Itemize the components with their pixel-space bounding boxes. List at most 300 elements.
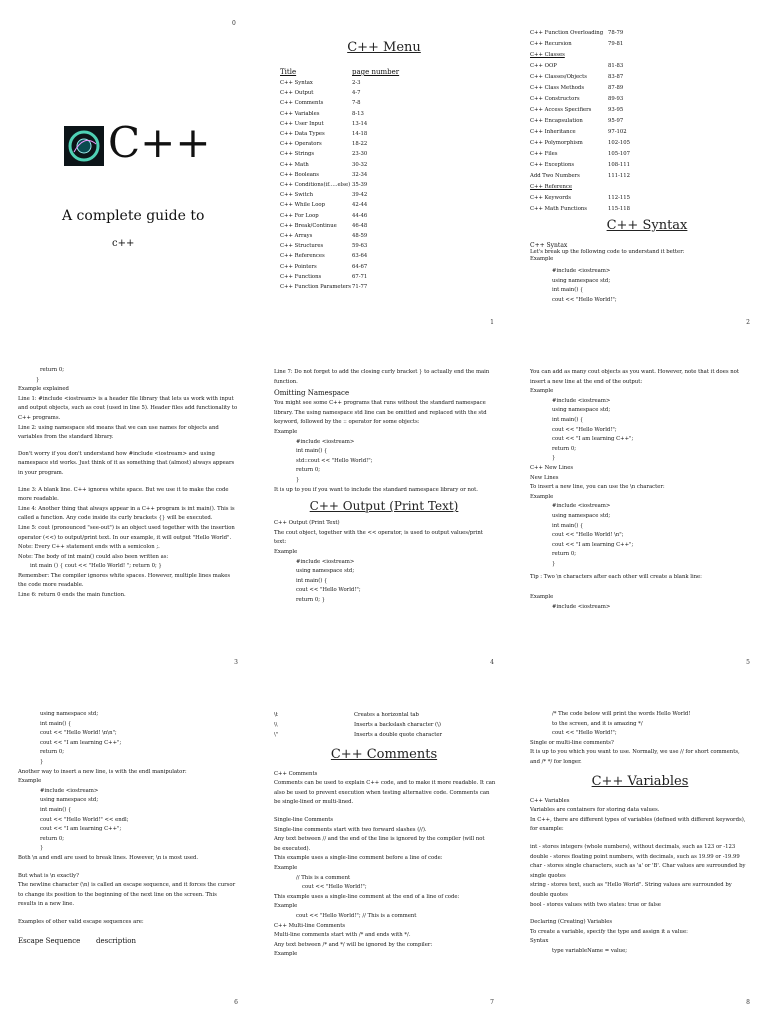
text-line: Line 7: Do not forget to add the closing curly bracket } to actually end the main xyxy=(274,369,490,375)
menu-row-pages: 42-44 xyxy=(352,202,368,209)
menu-row-pages: 87-89 xyxy=(608,85,624,91)
text-line xyxy=(530,835,750,843)
syntax-intro: Let's break up the following code to understand it better: xyxy=(530,249,685,255)
menu-row xyxy=(530,50,648,61)
menu-row-title: Add Two Numbers xyxy=(530,173,580,179)
text-line: function. xyxy=(274,378,298,385)
code-line: return 0; xyxy=(40,835,64,842)
p7-code2: cout << "Hello World!"; // This is a comment xyxy=(296,912,417,919)
page-number: 5 xyxy=(746,659,750,666)
code-line: return 0; xyxy=(552,551,576,558)
text-line: bool - stores values with two states: true or false xyxy=(530,901,661,908)
text-line: int main () { cout << "Hello World! "; return 0; } xyxy=(30,563,162,570)
menu-row xyxy=(530,72,648,83)
menu-row-title: C++ Polymorphism xyxy=(530,140,583,146)
menu-row-title: C++ Conditions(if.....else) xyxy=(280,182,351,189)
menu-row-title: C++ Constructors xyxy=(530,96,580,102)
menu-row xyxy=(280,160,412,170)
menu-row-pages: 81-83 xyxy=(608,63,624,69)
menu-row xyxy=(530,193,648,204)
text-line: text: xyxy=(274,539,287,546)
menu-row-title: C++ Inheritance xyxy=(530,129,576,135)
menu-row-title: C++ Functions xyxy=(280,273,322,280)
code-line: int main() { xyxy=(40,806,72,813)
menu-row-title: C++ Class Methods xyxy=(530,85,585,91)
code-line: using namespace std; xyxy=(40,797,99,804)
page-3 xyxy=(0,340,256,680)
text-line: Any text between // and the end of the line is ignored by the compiler (will not xyxy=(274,836,485,843)
menu-row xyxy=(530,105,648,116)
p8-syntax: type variableName = value; xyxy=(552,947,628,954)
code-line: #include <iostream> xyxy=(296,438,355,445)
code-line: int main() { xyxy=(296,448,328,455)
example-label: Example xyxy=(530,256,554,262)
code-line: cout << "Hello World! \n\n"; xyxy=(40,730,117,737)
text-line: namespace std works. Just think of it as something that (almost) always appears xyxy=(18,460,235,467)
code-line: int main() { xyxy=(552,522,584,529)
page-number: 7 xyxy=(490,999,494,1006)
syntax-heading: C++ Syntax xyxy=(606,218,688,233)
menu-row-title: C++ Keywords xyxy=(530,195,571,201)
text-line: single quotes xyxy=(530,872,566,879)
menu-row-title: C++ Math Functions xyxy=(530,206,588,212)
menu-row-title: C++ Operators xyxy=(280,141,322,148)
text-line: The newline character (\n) is called an escape sequence, and it forces the cursor xyxy=(18,882,236,889)
text-line: Example xyxy=(530,388,554,395)
menu-row xyxy=(280,272,412,282)
code-line: cout << "I am learning C++"; xyxy=(40,739,122,746)
menu-row-title: C++ Comments xyxy=(280,100,324,107)
menu-row xyxy=(530,160,648,171)
escape-col-2: description xyxy=(96,937,136,946)
code-line: int main() { xyxy=(40,720,72,727)
menu-row-title: C++ Data Types xyxy=(280,131,325,138)
text-line: C++ New Lines xyxy=(530,464,574,471)
menu-row-title: C++ User Input xyxy=(280,120,324,127)
code-line: cout << "Hello World!"; xyxy=(302,884,367,891)
code-line: cout << "Hello World!"; xyxy=(552,730,617,737)
output-heading: C++ Output (Print Text) xyxy=(309,499,459,514)
menu-row-pages: 4-7 xyxy=(352,90,361,97)
menu-row-pages: 59-63 xyxy=(352,243,368,250)
menu-row xyxy=(280,200,412,210)
code-line: return 0; xyxy=(296,467,320,474)
text-line: Example xyxy=(274,903,298,910)
menu-row-title: C++ Exceptions xyxy=(530,162,575,168)
code-line: using namespace std; xyxy=(552,512,611,519)
menu-row-pages: 95-97 xyxy=(608,118,624,124)
text-line: C++ programs. xyxy=(18,414,61,421)
menu-row xyxy=(280,231,412,241)
text-line xyxy=(18,864,235,872)
code-line: #include <iostream> xyxy=(552,268,611,274)
code-line: } xyxy=(40,845,44,852)
page-number: 3 xyxy=(234,659,238,666)
text-line: Single-line comments start with two forward slashes (//). xyxy=(274,826,427,833)
escape-seq: \" xyxy=(274,732,279,739)
page-6 xyxy=(0,680,256,1020)
text-line: But what is \n exactly? xyxy=(18,872,79,879)
menu-row xyxy=(280,98,412,108)
code-line: cout << "I am learning C++"; xyxy=(552,436,634,443)
menu-row xyxy=(280,180,412,190)
col-title: Title xyxy=(280,68,297,76)
menu-table xyxy=(280,66,412,292)
menu-row-pages: 18-22 xyxy=(352,141,368,148)
escape-row xyxy=(274,710,495,720)
menu-row-pages: 89-93 xyxy=(608,96,624,102)
code-line: std::cout << "Hello World!"; xyxy=(296,457,373,464)
menu-row-pages: 79-81 xyxy=(608,41,624,47)
menu-row-pages: 112-115 xyxy=(608,195,631,201)
menu-row-title: C++ Access Specifiers xyxy=(530,107,592,113)
menu-row-pages: 71-77 xyxy=(352,284,368,291)
menu-row xyxy=(530,127,648,138)
text-line xyxy=(274,808,495,816)
menu-row-pages: 48-59 xyxy=(352,233,368,240)
page-number: 6 xyxy=(234,999,238,1006)
code-line: to the screen, and it is amazing */ xyxy=(552,720,643,727)
text-line xyxy=(18,910,235,918)
menu-row-pages: 14-18 xyxy=(352,131,368,138)
page-5 xyxy=(512,340,768,680)
text-line: Single or multi-line comments? xyxy=(530,739,614,746)
menu-row-pages: 13-14 xyxy=(352,120,368,127)
escape-col-1: Escape Sequence xyxy=(18,937,81,946)
text-line: It is up to you which you want to use. Normally, we use // for short comments, xyxy=(530,749,740,756)
escape-seq: \\ xyxy=(274,722,278,729)
menu-row-title: C++ Classes xyxy=(530,52,565,58)
text-line: Multi-line comments start with /* and ends with */. xyxy=(274,932,411,939)
code-line: return 0; } xyxy=(296,596,326,603)
menu-row-title: C++ Syntax xyxy=(280,80,313,86)
text-line: and output objects, such as cout (used in line 5). Header files add functionality to xyxy=(18,405,238,412)
escape-desc: Inserts a double quote character xyxy=(354,732,443,739)
escape-row xyxy=(274,720,495,730)
menu-row xyxy=(280,251,412,261)
menu-row xyxy=(280,119,412,129)
menu-row xyxy=(530,61,648,72)
menu-row xyxy=(530,138,648,149)
text-line: Example xyxy=(274,548,298,555)
menu-row-pages: 44-46 xyxy=(352,212,368,219)
text-line: also be used to prevent execution when testing alternative code. Comments can xyxy=(274,789,490,796)
omit-heading: Omitting Namespace xyxy=(274,389,350,398)
p5-code3: #include <iostream> xyxy=(552,603,611,610)
menu-row-pages: 39-42 xyxy=(352,192,368,199)
code-line: using namespace std; xyxy=(296,568,355,575)
menu-row-title: C++ Recursion xyxy=(530,41,572,47)
menu-row-title: C++ Variables xyxy=(280,110,320,117)
text-line: Line 5: cout (pronounced "see-out") is an object used together with the insertion xyxy=(18,524,235,531)
menu-row xyxy=(280,78,412,88)
menu-row-title: C++ Switch xyxy=(280,192,313,199)
menu-row-title: C++ Booleans xyxy=(280,171,319,178)
code-line: /* The code below will print the words Hello World! xyxy=(552,711,691,717)
text-line: insert a new line at the end of the output: xyxy=(530,378,643,385)
menu-row-pages xyxy=(608,182,648,193)
menu-row xyxy=(280,282,412,292)
text-line: the code more readable. xyxy=(18,582,84,589)
menu-row-pages: 8-13 xyxy=(352,110,364,117)
menu-row-title: C++ Strings xyxy=(280,151,315,158)
text-line: int - stores integers (whole numbers), without decimals, such as 123 or -123 xyxy=(530,843,736,850)
code-line: cout << "I am learning C++"; xyxy=(40,826,122,833)
menu-row-pages: 35-39 xyxy=(352,182,368,189)
code-line: #include <iostream> xyxy=(296,558,355,565)
text-line: variables from the standard library. xyxy=(18,434,114,441)
text-line: Line 4: Another thing that always appear in a C++ program is int main(). This is xyxy=(18,505,235,512)
menu-row xyxy=(280,221,412,231)
menu-row-pages: 108-111 xyxy=(608,162,631,168)
menu-row-pages: 32-34 xyxy=(352,171,368,178)
code-line: return 0; xyxy=(552,445,576,452)
menu-row-pages: 7-8 xyxy=(352,100,361,107)
text-line: results in a new line. xyxy=(18,901,75,908)
menu-row-pages: 64-67 xyxy=(352,263,368,270)
text-line: more readable. xyxy=(18,496,59,503)
text-line: Example explained xyxy=(18,386,69,393)
text-line: C++ Output (Print Text) xyxy=(274,520,340,527)
text-line: Line 1: #include <iostream> is a header file library that lets us work with input xyxy=(18,395,234,402)
menu-row-title: C++ Arrays xyxy=(280,233,313,240)
code-line: int main() { xyxy=(296,577,328,584)
escape-seq: \t xyxy=(274,712,278,718)
code-line: cout << "Hello World!"; xyxy=(296,587,361,594)
menu-row xyxy=(530,182,648,193)
text-line: Line 6: return 0 ends the main function. xyxy=(18,592,126,599)
code-line: cout << "Hello World!" << endl; xyxy=(40,816,129,823)
menu-row xyxy=(280,139,412,149)
cpp-logo-icon xyxy=(64,126,104,166)
menu-row-title: C++ References xyxy=(280,253,325,260)
menu-row xyxy=(530,149,648,160)
text-line: To insert a new line, you can use the \n character: xyxy=(530,484,665,491)
text-line: Examples of other valid escape sequences are: xyxy=(18,918,144,925)
page-number: 4 xyxy=(490,659,494,666)
menu-row xyxy=(530,28,648,39)
code-line: } xyxy=(296,476,300,483)
text-line: This example uses a single-line comment at the end of a line of code: xyxy=(274,893,460,900)
text-line: C++ Comments xyxy=(274,770,318,777)
text-line: Variables are containers for storing data values. xyxy=(530,807,660,814)
syntax-sub: C++ Syntax xyxy=(530,242,568,249)
page-1 xyxy=(256,0,512,340)
text-line: Example xyxy=(274,864,298,871)
page-number: 0 xyxy=(232,20,236,27)
menu-row-title: C++ OOP xyxy=(530,63,557,69)
text-line: Example xyxy=(274,951,298,958)
guide-title: A complete guide to xyxy=(62,208,205,224)
menu-row-pages: 30-32 xyxy=(352,161,368,168)
menu-row xyxy=(280,262,412,272)
page-8 xyxy=(512,680,768,1020)
code-line: } xyxy=(552,455,556,462)
menu-row-title: C++ For Loop xyxy=(280,212,319,219)
menu-row-title: C++ While Loop xyxy=(280,202,325,209)
text-line: and /* */ for longer. xyxy=(530,758,582,765)
menu-heading: C++ Menu xyxy=(347,40,421,55)
menu-row-pages: 93-95 xyxy=(608,107,624,113)
menu-table-cont xyxy=(530,28,648,215)
text-line: Note: Every C++ statement ends with a semicolon ;. xyxy=(18,544,160,551)
text-line: Both \n and endl are used to break lines. However, \n is most used. xyxy=(18,854,199,861)
page-7 xyxy=(256,680,512,1020)
col-page: page number xyxy=(352,68,400,76)
page-number: 8 xyxy=(746,999,750,1006)
menu-row xyxy=(280,129,412,139)
text-line: Example xyxy=(18,778,42,785)
p4-after: It is up to you if you want to include the standard namespace library or not. xyxy=(274,486,478,493)
code-line: } xyxy=(40,758,44,765)
text-line: } xyxy=(36,376,40,383)
text-line: called a function. Any code inside its curly brackets {} will be executed. xyxy=(18,515,213,522)
page-0 xyxy=(0,0,256,340)
text-line: double - stores floating point numbers, with decimals, such as 19.99 or -19.99 xyxy=(530,853,740,860)
cpp-title: C++ xyxy=(108,118,211,167)
page-number: 1 xyxy=(490,319,494,326)
menu-row-title: C++ Output xyxy=(280,90,314,97)
text-line: In C++, there are different types of variables (defined with different keywords), xyxy=(530,816,746,823)
escape-row xyxy=(274,730,495,740)
code-line: #include <iostream> xyxy=(552,503,611,510)
menu-row-pages: 105-107 xyxy=(608,151,631,157)
code-line: using namespace std; xyxy=(552,407,611,414)
menu-row xyxy=(280,170,412,180)
escape-desc: Inserts a backslash character (\) xyxy=(354,722,441,729)
menu-row-pages: 67-71 xyxy=(352,273,368,280)
menu-row xyxy=(280,190,412,200)
menu-row-pages: 97-102 xyxy=(608,129,627,135)
menu-row-title: C++ Function Parameters xyxy=(280,284,352,291)
page-4 xyxy=(256,340,512,680)
text-line xyxy=(18,479,237,486)
menu-row-pages: 111-112 xyxy=(608,173,631,179)
code-line: } xyxy=(552,560,556,567)
menu-row-title: C++ Break/Continue xyxy=(280,222,337,229)
menu-row-pages: 78-79 xyxy=(608,30,624,36)
text-line: Example xyxy=(274,428,298,435)
code-line: int main() { xyxy=(552,416,584,423)
menu-row-title: C++ Math xyxy=(280,161,309,168)
code-line: int main() { xyxy=(552,287,584,294)
menu-row-pages xyxy=(608,50,648,61)
text-line: Line 3: A blank line. C++ ignores white space. But we use it to make the code xyxy=(18,486,229,493)
text-line: Line 2: using namespace std means that we can use names for objects and xyxy=(18,424,219,431)
text-line xyxy=(530,910,750,918)
text-line: Note: The body of int main() could also been written as: xyxy=(18,553,169,560)
text-line: string - stores text, such as "Hello World". String values are surrounded by xyxy=(530,882,732,889)
p5-tip: Tip : Two \n characters after each other will create a blank line: xyxy=(530,574,702,581)
menu-row-title: C++ Function Overloading xyxy=(530,30,604,36)
code-line: using namespace std; xyxy=(552,277,611,284)
menu-row-pages: 46-48 xyxy=(352,222,368,229)
text-line: This example uses a single-line comment before a line of code: xyxy=(274,855,443,862)
menu-row-title: C++ Reference xyxy=(530,184,573,190)
text-line: be single-lined or multi-lined. xyxy=(274,799,354,806)
menu-row xyxy=(530,171,648,182)
text-line: return 0; xyxy=(40,367,64,373)
text-line: Single-line Comments xyxy=(274,816,334,823)
text-line: operator (<<) to output/print text. In our example, it will output "Hello World". xyxy=(18,534,232,541)
menu-row-title: C++ Classes/Objects xyxy=(530,74,587,80)
text-line: The cout object, together with the << operator, is used to output values/print xyxy=(274,529,483,536)
menu-row xyxy=(280,109,412,119)
syntax-body xyxy=(530,242,685,305)
page-number: 2 xyxy=(746,319,750,326)
menu-row xyxy=(280,149,412,159)
text-line: library. The using namespace std line can be omitted and replaced with the std xyxy=(274,409,487,416)
text-line xyxy=(18,443,237,450)
text-line: You might see some C++ programs that runs without the standard namespace xyxy=(274,400,486,407)
menu-row-title: C++ Encapsulation xyxy=(530,118,583,124)
text-line: char - stores single characters, such as 'a' or 'B'. Char values are surrounded by xyxy=(530,863,746,870)
menu-row xyxy=(280,211,412,221)
text-line: New Lines xyxy=(530,474,559,481)
code-line: cout << "Hello World!"; xyxy=(552,296,617,303)
text-line: Example xyxy=(530,493,554,500)
text-line: Declaring (Creating) Variables xyxy=(530,919,613,926)
comments-heading: C++ Comments xyxy=(330,746,438,762)
menu-row-pages: 83-87 xyxy=(608,74,624,80)
code-line: cout << "I am learning C++"; xyxy=(552,541,634,548)
text-line: C++ Variables xyxy=(530,797,570,804)
menu-row xyxy=(530,94,648,105)
text-line: Syntax xyxy=(530,938,549,945)
menu-row-title: C++ Structures xyxy=(280,243,324,250)
menu-row-title: C++ Pointers xyxy=(280,263,317,270)
text-line: Any text between /* and */ will be ignored by the compiler: xyxy=(274,941,433,948)
code-line: return 0; xyxy=(40,749,64,756)
menu-row-pages: 2-3 xyxy=(352,80,361,86)
p5-example: Example xyxy=(530,594,554,601)
text-line: Don't worry if you don't understand how #include <iostream> and using xyxy=(18,450,215,457)
menu-row-title: C++ Files xyxy=(530,151,558,157)
text-line: Remember: The compiler ignores white spaces. However, multiple lines makes xyxy=(18,572,231,579)
text-line: in your program. xyxy=(18,469,64,476)
menu-row-pages: 63-64 xyxy=(352,253,368,260)
code-line: cout << "Hello World! \n"; xyxy=(552,532,624,539)
menu-row xyxy=(280,241,412,251)
text-line: keyword, followed by the :: operator for some objects: xyxy=(274,419,420,426)
text-line: You can add as many cout objects as you want. However, note that it does not xyxy=(530,369,739,375)
text-line: be executed). xyxy=(274,845,311,852)
text-line: Another way to insert a new line, is with the endl manipulator: xyxy=(18,768,187,775)
menu-row xyxy=(530,116,648,127)
text-line: to change its position to the beginning of the next line on the screen. This xyxy=(18,891,217,898)
text-line: To create a variable, specify the type and assign it a value: xyxy=(530,928,688,935)
menu-row xyxy=(530,39,648,50)
text-line: C++ Multi-line Comments xyxy=(274,922,346,929)
menu-row xyxy=(530,204,648,215)
escape-desc: Creates a horizontal tab xyxy=(354,712,419,718)
code-line: using namespace std; xyxy=(40,711,99,717)
text-line: Comments can be used to explain C++ code, and to make it more readable. It can xyxy=(274,780,496,787)
code-line: #include <iostream> xyxy=(40,787,99,794)
text-line: for example: xyxy=(530,826,564,833)
page-2 xyxy=(512,0,768,340)
menu-row xyxy=(280,88,412,98)
code-line: cout << "Hello World!"; xyxy=(552,426,617,433)
menu-row-pages: 115-118 xyxy=(608,206,631,212)
guide-subtitle: c++ xyxy=(112,238,135,249)
code-line: // This is a comment xyxy=(296,874,351,881)
menu-row-pages: 23-30 xyxy=(352,151,368,158)
text-line: double quotes xyxy=(530,891,568,898)
code-line: #include <iostream> xyxy=(552,397,611,404)
menu-row-pages: 102-105 xyxy=(608,140,631,146)
variables-heading: C++ Variables xyxy=(591,773,689,789)
